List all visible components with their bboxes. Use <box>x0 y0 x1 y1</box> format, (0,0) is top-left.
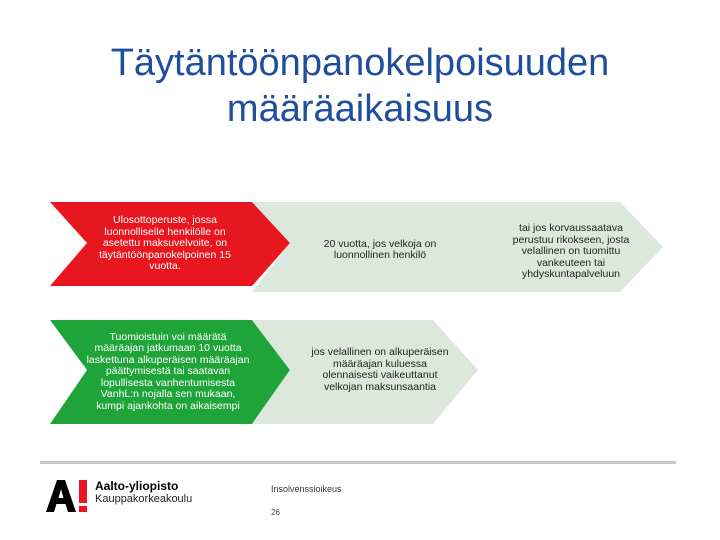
aalto-logo-icon <box>44 478 90 514</box>
page-number: 26 <box>271 508 280 517</box>
org-name-line-2: Kauppakorkeakoulu <box>95 493 193 505</box>
arrow-1-text: 20 vuotta, jos velkoja on luonnollinen henkilö <box>323 237 437 261</box>
slide-title-line-1: Täytäntöönpanokelpoisuuden <box>110 42 610 84</box>
green-block-text: Tuomioistuin voi määrätä määräajan jatkumaan 10 vuotta laskettuna alkuperäisen määräajan päättymisestä tai saatavan lopullisesta vanhentumisesta VanhL:n nojalla sen mukaan, kumpi ajankohta on aikaisempi <box>86 330 250 412</box>
org-name-line-1: Aalto-yliopisto <box>95 479 179 493</box>
footer-label: Insolvenssioikeus <box>271 484 342 494</box>
slide-title-line-2: määräaikaisuus <box>226 88 494 130</box>
red-block-text: Ulosottoperuste, jossa luonnolliselle henkilölle on asetettu maksuvelvoite, on täytäntöönpanokelpoinen 15 vuotta. <box>99 214 231 273</box>
arrow-3-text: tai jos korvaussaatava perustuu rikokseen, josta velallinen on tuomittu vankeuteen tai yhdyskuntapalveluun <box>512 222 630 281</box>
org-name <box>95 480 192 506</box>
arrow-2-text: jos velallinen on alkuperäisen määräajan kuluessa olennaisesti vaikeuttanut velkojan maksunsaantia <box>311 346 449 393</box>
footer-divider <box>40 461 676 464</box>
